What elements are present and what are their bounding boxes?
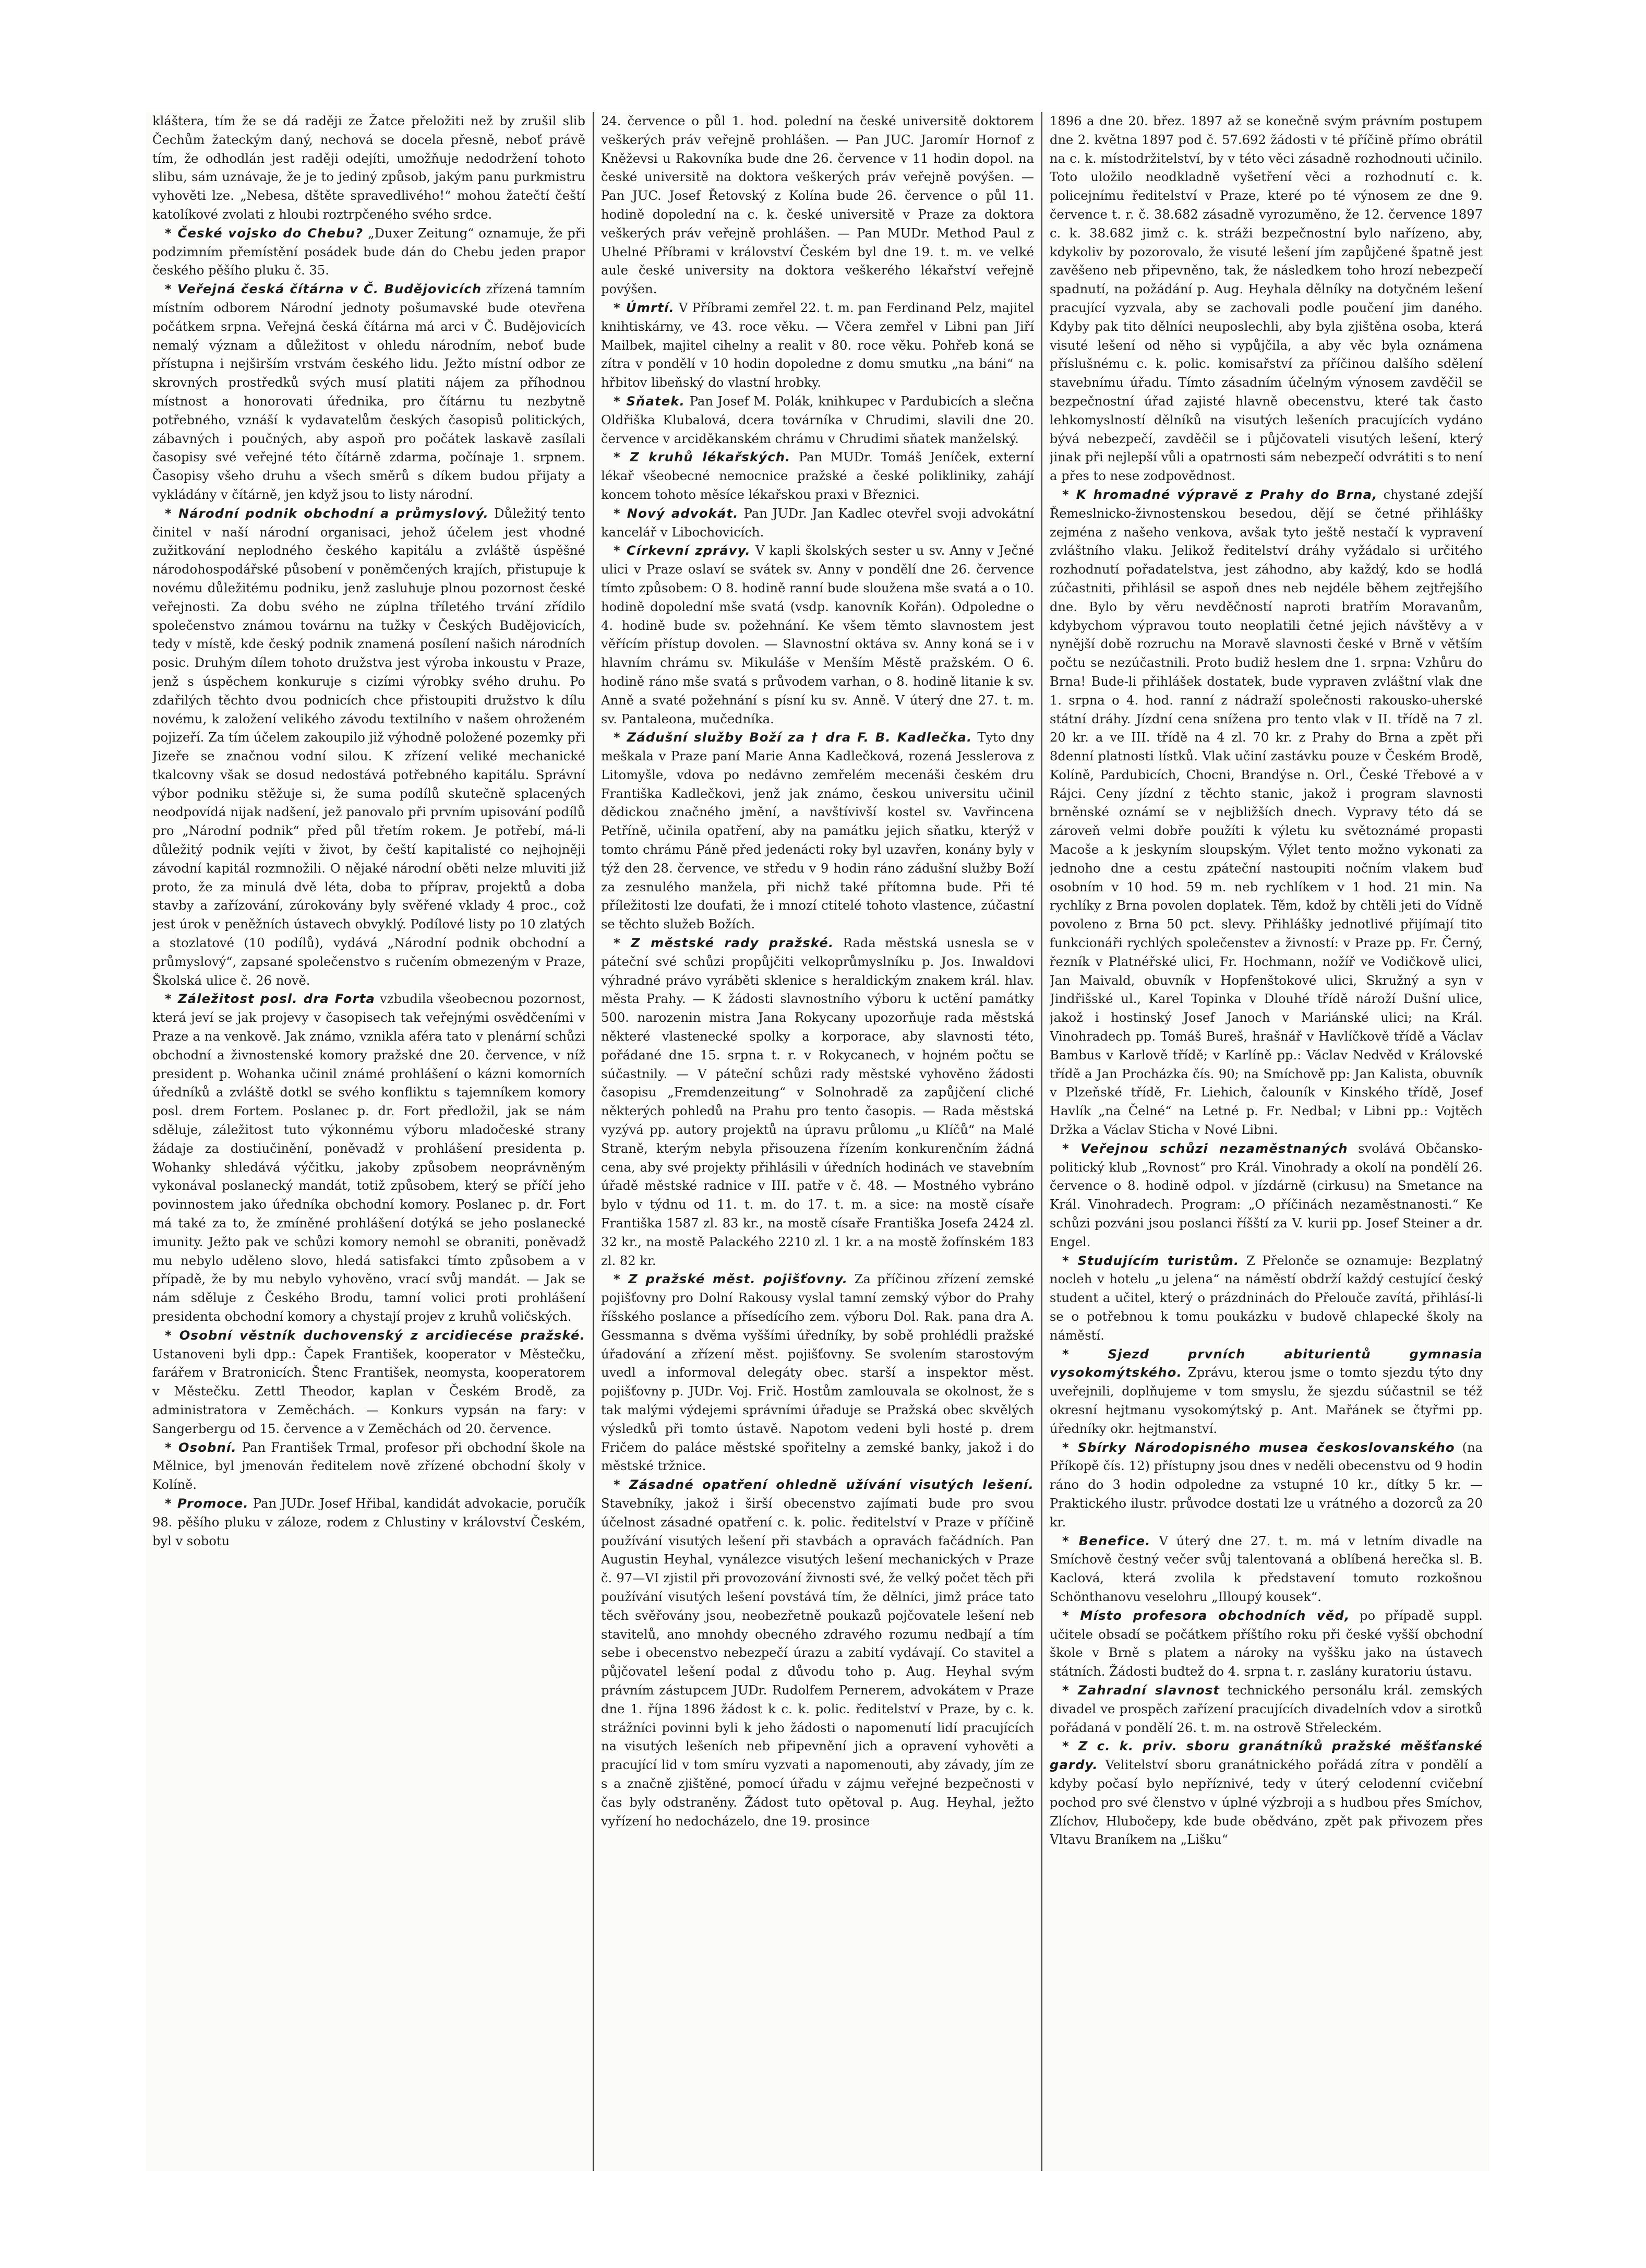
news-item [601, 112, 1034, 299]
news-headline: * Osobní věstník duchovenský z arcidiecése pražské. [165, 1328, 585, 1343]
news-item [1050, 1439, 1483, 1532]
news-text: zřízená tamním místním odborem Národní jednoty pošumavské bude otevřena počátkem srpna. Veřejná česká čítárna má arci v Č. Budějovicích nemalý význam a důležitost v ohledu národním, neboť bude přístupna i nejširším vrstvám českého lidu. Ježto místní odbor ze skrovných prostředků svých musí platiti nájem za příhodnou místnost a honorovati úřednika, pro čítárnu tu nezbytně potřebného, vznáší k vydavatelům českých časopisů politických, zábavných i poučných, aby aspoň pro počátek laskavě zasílali časopisy své veřejné této čítárně zdarma, počínaje 1. srpnem. Časopisy všeho druhu a všech směrů s díkem budou přijaty a vykládány v čítárně, jen když jsou to listy národní. [152, 282, 585, 502]
news-headline: * Národní podnik obchodní a průmyslový. [165, 506, 489, 521]
news-headline: * Zádušní služby Boží za † dra F. B. Kadlečka. [614, 730, 972, 745]
news-text: Důležitý tento činitel v naší národní organisaci, jehož účelem jest vhodné zužitkování neplodného českého kapitálu a zvláště úspěšné národohospodářské působení v poněmčených krajích, přistupuje k novému důležitému podniku, jenž zasluhuje plnou pozornost české veřejnosti. Za dobu svého ne zúplna tříletého trvání zřídilo společenstvo známou továrnu na tužky v Českých Budějovicích, tedy v místě, kde český podnik znamená posílení našich národních posic. Druhým dílem tohoto družstva jest výroba inkoustu v Praze, jenž s úspěchem konkuruje s cizími výrobky svého druhu. Po zdařilých těchto dvou podnicích chce přistoupiti družstvo k dílu novému, k založení velikého závodu textilního v našem ohroženém pojizeří. Za tím účelem zakoupilo již výhodně položené pozemky při Jizeře se značnou vodní silou. K zřízení veliké mechanické tkalcovny však se dosud nedostává potřebného kapitálu. Správní výbor podniku stěžuje si, že suma podílů skutečně splacených neodpovídá nijak nadšení, jež panovalo při prvním upisování podílů pro „Národní podnik“ před půl třetím rokem. Je potřebí, má-li důležitý podnik vejíti v život, by čeští kapitalisté co nejhojněji závodní kapitál rozmnožili. O nějaké národní oběti nelze mluviti již proto, že za minulá dvě léta, doba to příprav, projektů a doba stavby a zařízování, zúrokovány byly svěřené vklady 4 proc., což jest úrok v peněžních ústavech obvyklý. Podílové listy po 10 zlatých a stozlatové (10 podílů), vydává „Národní podnik obchodní a průmyslový“, zapsané společenstvo s ručením obmezeným v Praze, Školská ulice č. 26 nově. [152, 506, 585, 988]
news-item [152, 990, 585, 1326]
news-text: svolává Občansko-politický klub „Rovnost“ pro Král. Vinohrady a okolí na pondělí 26. července o 8. hodině odpol. v jízdárně (cirkusu) na Smetance na Král. Vinohradech. Program: „O příčinách nezaměstnanosti.“ Ke schůzi pozváni jsou poslanci říšští za V. kurii pp. Josef Steiner a dr. Engel. [1050, 1141, 1483, 1249]
news-text: Zprávu, kterou jsme o tomto sjezdu týto dny uveřejnili, doplňujeme v tom smyslu, že sjezdu súčastnil se též okresní hejtmanu vysokomýtský p. Ant. Mařánek se čtyřmi pp. úředníky okr. hejtmanství. [1050, 1365, 1483, 1436]
column-rule [593, 112, 594, 2171]
news-headline: * Benefice. [1062, 1533, 1151, 1548]
news-headline: * Zahradní slavnost [1062, 1682, 1220, 1698]
news-headline: * Z pražské měst. pojišťovny. [614, 1272, 848, 1287]
news-item [1050, 1607, 1483, 1681]
news-headline: * Záležitost posl. dra Forta [165, 992, 375, 1007]
news-text: Velitelství sboru granátnického pořádá zítra v pondělí a kdyby počasí bylo nepříznivé, tedy v úterý celodenní cvičební pochod pro své členstvo v úplné výzbroji a s hudbou přes Smíchov, Zlíchov, Hlubočepy, kde bude obědváno, zpět pak přivozem přes Vltavu Braníkem na „Lišku“ [1050, 1758, 1483, 1847]
news-text: Ustanoveni byli dpp.: Čapek František, kooperator v Městečku, farářem v Bratronicích. Štenc František, neomysta, kooperatorem v Městečku. Zettl Theodor, kaplan v Českém Brodě, za administratora v Zeměchách. — Konkurs vypsán na fary: v Sangerbergu od 15. července a v Zeměchách od 20. července. [152, 1346, 585, 1436]
news-headline: * Studujícím turistům. [1062, 1253, 1240, 1268]
news-item [1050, 1532, 1483, 1607]
news-item [152, 112, 585, 224]
news-text: Za příčinou zřízení zemské pojišťovny pro Dolní Rakousy vyslal tamní zemský výbor do Prahy říšského poslance a přísedícího zem. výboru Dol. Rak. pana dra A. Gessmanna s dvěma vyššími úředníky, by sobě prohlédli pražské úřadování a zřízení měst. pojišťovny. Se svolením starostovým uvedl a informoval delegáty obec. starší a inspektor měst. pojišťovny p. JUDr. Voj. Frič. Hostům zamlouvala se okolnost, že s tak malými výdejemi správními úřaduje se Pražská obec skvělých výsledků při tomto ústavě. Napotom vedeni byli hosté p. drem Fričem do paláce městské spořitelny a zemské banky, jakož i do městské tržnice. [601, 1272, 1034, 1474]
news-item [152, 1495, 585, 1550]
news-item [1050, 1737, 1483, 1849]
news-text: Pan František Trmal, profesor při obchodní škole na Mělnice, byl jmenován ředitelem nově zřízené obchodní školy v Kolíně. [152, 1440, 585, 1493]
column-2 [601, 112, 1034, 2171]
news-item [601, 934, 1034, 1270]
news-text: V kapli školských sester u sv. Anny v Ječné ulici v Praze oslaví se svátek sv. Anny v pondělí dne 26. července tímto způsobem: O 8. hodině ranní bude sloužena mše svatá a o 10. hodině dopolední mše svatá (vsdp. kanovník Kořán). Odpoledne o 4. hodině bude sv. požehnání. Ke všem těmto slavnostem jest věřícím přístup dovolen. — Slavnostní oktáva sv. Anny koná se i v hlavním chrámu sv. Mikuláše v Menším Městě pražském. O 6. hodině ráno mše svatá s průvodem varhan, o 8. hodině litanie k sv. Anně a svaté požehnání s písní ku sv. Anně. V úterý dne 27. t. m. sv. Pantaleona, mučedníka. [601, 543, 1034, 726]
news-text: „Duxer Zeitung“ oznamuje, že při podzimním přemístění posádek bude dán do Chebu jeden prapor českého pěšího pluku č. 35. [152, 225, 585, 278]
news-item [601, 505, 1034, 542]
news-headline: * Církevní zprávy. [614, 543, 751, 558]
news-item [152, 505, 585, 990]
news-text: technického personálu král. zemských divadel ve prospěch zařízení pracujících divadelních vdov a sirotků pořádaná v pondělí 26. t. m. na ostrově Střeleckém. [1050, 1682, 1483, 1735]
news-item [1050, 1252, 1483, 1345]
news-text: V Příbrami zemřel 22. t. m. pan Ferdinand Pelz, majitel knihtiskárny, ve 43. roce věku. — Včera zemřel v Libni pan Jiří Mailbek, majitel cihelny a realit v 80. roce věku. Pohřeb koná se zítra v pondělí v 10 hodin dopoledne z domu smutku „na báni“ na hřbitov libeňský do vlastní hrobky. [601, 300, 1034, 390]
news-headline: * Nový advokát. [614, 506, 739, 521]
news-item [1050, 112, 1483, 486]
news-text: 24. července o půl 1. hod. polední na české universitě doktorem veškerých práv veřejně prohlášen. — Pan JUC. Jaromír Hornof z Kněževsi u Rakovníka bude dne 26. července v 11 hodin dopol. na české universitě na doktora veškerých práv veřejně povýšen. — Pan JUC. Josef Řetovský z Kolína bude 26. července o půl 11. hodině dopolední na c. k. české universitě v Praze za doktora veškerých práv veřejně prohlášen. — Pan MUDr. Method Paul z Uhelné Příbrami v království Českém byl dne 19. t. m. ve velké aule české university na doktora veškerého lékařství veřejně povýšen. [601, 114, 1034, 297]
news-headline: * Sbírky Národopisného musea českoslovanského [1062, 1440, 1455, 1455]
news-headline: * Místo profesora obchodních věd, [1062, 1608, 1350, 1623]
news-text: Tyto dny meškala v Praze paní Marie Anna Kadlečková, rozená Jesslerova z Litomyšle, vdova po nedávno zemřelém mecenáši českém dru Františka Kadlečkovi, jenž jak známo, českou universitu učinil dědickou značného jmění, a navštívivší kostel sv. Vavřincena Petříně, učinila opatření, aby na památku jejich sňatku, kterýž v tomto chrámu Páně před jedenácti roky byl uzavřen, konány byly v týž den 28. července, ve středu v 9 hodin ráno zádušní služby Boží za zesnulého manžela, při nichž také přítomna bude. Při té příležitosti lze doufati, že i mnozí ctitelé tohoto vlastence, zúčastní se těchto služeb Božích. [601, 730, 1034, 932]
news-item [601, 1476, 1034, 1831]
news-text: Rada městská usnesla se v páteční své schůzi propůjčiti velkoprůmyslníku p. Jos. Inwaldovi výhradné právo vyráběti sklenice s heraldickým znakem král. hlav. města Prahy. — K žádosti slavnostního výboru k uctění památky 500. narozenin mistra Jana Rokycany upozorňuje rada městská některé vlastenecké spolky a korporace, aby slavnosti této, pořádané dne 15. srpna t. r. v Rokycanech, v hojném počtu se súčastnily. — V páteční schůzi rady městské vyhověno žádosti časopisu „Fremdenzeitung“ v Solnohradě za zapůjčení cliché některých pohledů na Prahu pro tento časopis. — Rada městská vyzývá pp. autory projektů na úpravu průlomu „u Klíčů“ na Malé Straně, kterým nebyla přisouzena řízením konkurenčním žádná cena, aby své projekty přihlásili v úředních hodinách ve stavebním úřadě městské radnice v III. patře v č. 48. — Mostného vybráno bylo v týdnu od 11. t. m. do 17. t. m. a sice: na mostě císaře Františka 1587 zl. 83 kr., na mostě císaře Františka Josefa 2424 zl. 32 kr., na mostě Palackého 2210 zl. 1 kr. a na mostě žofínském 183 zl. 82 kr. [601, 936, 1034, 1268]
news-headline: * Sňatek. [614, 393, 686, 409]
news-headline: * Zásadné opatření ohledně užívání visutých lešení. [614, 1477, 1034, 1493]
news-item [601, 392, 1034, 448]
news-item [1050, 1140, 1483, 1252]
news-item [1050, 1345, 1483, 1439]
news-headline: * Z městské rady pražské. [614, 936, 834, 951]
news-headline: * Z c. k. priv. sboru granátníků pražské měšťanské gardy. [1050, 1739, 1483, 1773]
news-item [601, 729, 1034, 934]
column-rule [1041, 112, 1042, 2171]
news-text: po případě suppl. učitele obsadí se počátkem příštího roku při české vyšší obchodní škole v Brně s platem a nároky na vyššku jako na ústavech státních. Žádosti budtež do 4. srpna t. r. zaslány kuratoriu ústavu. [1050, 1608, 1483, 1679]
news-text: Pan JUDr. Josef Hřibal, kandidát advokacie, poručík 98. pěšího pluku v záloze, rodem z Chlustiny v království Českém, byl v sobotu [152, 1496, 585, 1548]
news-text: Pan MUDr. Tomáš Jeníček, externí lékař všeobecné nemocnice pražské a české polikliniky, zahájí koncem tohoto měsíce lékařskou praxi v Březnici. [601, 450, 1034, 502]
news-item [1050, 1681, 1483, 1737]
news-headline: * K hromadné výpravě z Prahy do Brna, [1062, 487, 1378, 502]
news-item [152, 224, 585, 280]
news-headline: * Osobní. [165, 1440, 237, 1455]
news-item [152, 1327, 585, 1439]
news-headline: * Úmrtí. [614, 300, 675, 315]
news-text: Stavebníky, jakož i širší obecenstvo zajímati bude pro svou účelnost zásadné opatření c. k. polic. ředitelství v Praze v příčině používání visutých lešení při stavbách a opravách fačádních. Pan Augustin Heyhal, vynálezce visutých lešení mechanických v Praze č. 97—VI zjistil při provozování živnosti své, že velký počet těch při používání visutých lešení povstává tím, že dělníci, jimž práce tato těch svěřovány jsou, neobezřetně poukazů pojčovatele lešení neb stavitelů, ano mnohdy obecného zdravého rozumu nedbají a tím sebe i obecenstvo nebezpečí úrazu a zabití vydávají. Co stavitel a půjčovatel lešení podal z důvodu toho p. Aug. Heyhal svým právním zástupcem JUDr. Rudolfem Pernerem, advokátem v Praze dne 1. října 1896 žádost k c. k. polic. ředitelství v Praze, by c. k. strážníci povinni byli k jeho žádosti o napomenutí lidí pracujících na visutých lešeních neb připevnění jich a opravení vyhověti a pracující lid v tom smíru vyzvati a napomenouti, aby závady, jím ze s a značně zjištěné, pomocí úřadu v zájmu veřejné bezpečnosti v čas byly odstraněny. Žádost tuto opětoval p. Aug. Heyhal, ježto vyřízení ho nedocházelo, dne 19. prosince [601, 1496, 1034, 1829]
news-item [152, 280, 585, 505]
news-item [601, 1270, 1034, 1476]
news-text: V úterý dne 27. t. m. má v letním divadle na Smíchově čestný večer svůj talentovaná a oblíbená herečka sl. B. Kaclová, která zvolila k představení tomuto rozkošnou Schönthanovu veselohru „Illoupý kousek“. [1050, 1533, 1483, 1604]
news-headline: * Promoce. [165, 1496, 249, 1511]
news-item [152, 1439, 585, 1495]
news-headline: * Veřejnou schůzi nezaměstnaných [1062, 1141, 1348, 1156]
news-text: kláštera, tím že se dá raději ze Žatce přeložiti než by zrušil slib Čechům žateckým daný, nechová se docela přesně, neboť právě tím, že odhodlán jest raději odejíti, umožňuje nedodržení tohoto slibu, sám uznávaje, že je to jediný způsob, jakým panu purkmistru vyhověti lze. „Nebesa, dštěte spravedlivého!“ mohou žatečtí čeští katolíkové zvolati z hloubi roztrpčeného svého srdce. [152, 114, 585, 222]
news-text: Z Přelonče se oznamuje: Bezplatný nocleh v hotelu „u jelena“ na náměstí obdrží každý cestující český student a učitel, který o prázdninách do Přelouče zavítá, přihlásí-li se o potřebnou k tomu poukázku v budově chlapecké školy na náměstí. [1050, 1253, 1483, 1343]
news-headline: * Z kruhů lékařských. [614, 450, 791, 465]
newspaper-page [146, 112, 1489, 2171]
news-item [1050, 486, 1483, 1140]
news-item [601, 448, 1034, 504]
news-headline: * České vojsko do Chebu? [165, 225, 364, 241]
news-item [601, 542, 1034, 729]
news-item [601, 299, 1034, 392]
news-text: vzbudila všeobecnou pozornost, která jeví se jak projevy v časopisech tak veřejnými osvědčeními v Praze a na venkově. Jak známo, vznikla aféra tato v plenární schůzi obchodní a živnostenské komory pražské dne 20. července, v níž president p. Wohanka učinil známé prohlášení o kázni komorních úředníků a zvláště dotkl se svého konfliktu s tajemníkem komory posl. drem Fortem. Poslanec p. dr. Fort předložil, jak se nám sděluje, záležitost tuto výkonnému výboru mladočeské strany žádaje za dostiučinění, poněvadž v prohlášení presidenta p. Wohanky shledává výčitku, jakoby způsobem neoprávněným vykonával poslanecký mandát, totiž způsobem, který se příčí jeho povinnostem jako úředníka obchodní komory. Poslanec p. dr. Fort má také za to, že zmíněné prohlášení dotýká se jeho poslanecké imunity. Ježto pak ve schůzi komory nemohl se obraniti, poněvadž mu nebylo uděleno slovo, hledá satisfakci tímto způsobem a v případě, že by mu nebylo vyhověno, vrací svůj mandát. — Jak se nám sděluje z Českého Brodu, tamní volici proti prohlášení presidenta obchodní komory a chystají projev z kruhů voličských. [152, 992, 585, 1324]
news-headline: * Sjezd prvních abiturientů gymnasia vysokomýtského. [1050, 1346, 1483, 1380]
news-text: chystané zdejší Řemeslnicko-živnostenskou besedou, dějí se četné přihlášky zejména z našeho venkova, avšak tyto ještě nestačí k vypravení zvláštního vlaku. Jelikož ředitelství dráhy vyžádalo si určitého rozhodnutí pořadatelstva, jest záhodno, aby každý, kdo se hodlá zúčastniti, přihlásil se aspoň dnes neb nejdéle během zejtřejšího dne. Bylo by věru nevděčností naproti bratřím Moravanům, kdybychom výpravou touto neoplatili četné jejich návštěvy a v nynější době rozruchu na Moravě slavnosti české v Brně v větším počtu se nezúčastnili. Proto budiž heslem dne 1. srpna: Vzhůru do Brna! Bude-li přihlášek dostatek, bude vypraven zvláštní vlak dne 1. srpna o 4. hod. ranní z nádraží společnosti rakousko-uherské státní dráhy. Jízdní cena snížena pro tento vlak v II. třídě na 7 zl. 20 kr. a ve III. třídě na 4 zl. 70 kr. z Prahy do Brna a zpět při 8denní platnosti lístků. Vlak učiní zastávku pouze v Českém Brodě, Kolíně, Pardubicích, Chocni, Brandýse n. Orl., České Třebové a v Rájci. Ceny jízdní z těchto stanic, jakož i program slavnosti brněnské oznámí se v nejbližších dnech. Vypravy této dá se zároveň velmi dobře použíti k výletu ku světoznámé propasti Macoše a k jeskyním sloupským. Výlet tento možno vykonati za jednoho dne a cestu zpáteční nastoupiti nočním vlakem buď osobním v 10 hod. 59 m. neb rychlíkem v 1 hod. 21 min. Na rychlíky z Brna povolen doplatek. Těm, kdož by chtěli jeti do Vídně povoleno z Brna 50 pct. slevy. Přihlášky jednotlivé přijímají tito funkcionáři rychlých společenstev a živností: v Praze pp. Fr. Černý, řezník v Platnéřské ulici, Fr. Hochmann, nožíř ve Vodičkově ulici, Jan Maivald, obuvník v Hopfenštokové ulici, Skružný a syn v Jindřišské ul., Karel Topinka v Dlouhé třídě nároží Dušní ulice, jakož i hostinský Josef Janoch v Mariánské ulici; na Král. Vinohradech pp. Tomáš Bureš, hrašnář v Havlíčkově třídě a Václav Bambus v Karlově třídě; v Karlíně pp.: Václav Nedvěd v Královské třídě a Jan Procházka čís. 90; na Smíchově pp: Jan Kalista, obuvník v Plzeňské třídě, Fr. Liehich, čalouník v Kinského třídě, Josef Havlík „na Čelné“ na Letné p. Fr. Nedbal; v Libni pp.: Vojtěch Držka a Václav Sticha v Nové Libni. [1050, 487, 1483, 1138]
news-headline: * Veřejná česká čítárna v Č. Budějovicích [165, 282, 482, 297]
column-3 [1050, 112, 1483, 2171]
column-1 [152, 112, 585, 2171]
news-text: Pan JUDr. Jan Kadlec otevřel svoji advokátní kancelář v Libochovicích. [601, 506, 1034, 540]
news-text: 1896 a dne 20. břez. 1897 až se konečně svým právním postupem dne 2. května 1897 pod č. 57.692 žádosti v té příčině přímo obrátil na c. k. místodržitelství, by v této věci zásadně rozhodnouti učinilo. Toto uložilo neodkladně vyšetření věci a rozhodnutí c. k. policejnímu ředitelství v Praze, které po té výnosem ze dne 9. července t. r. č. 38.682 zásadně vyrozuměno, že 12. července 1897 c. k. 38.682 jimž c. k. stráži bezpečnostní bylo nařízeno, aby, kdykoliv by pozorovalo, že visuté lešení jím zapůjčené špatně jest zavěšeno neb připevněno, tak, že následkem toho hrozí nebezpečí spadnutí, na požádání p. Aug. Heyhala dělníky na dotyčném lešení pracující vyzvala, aby se zachovali podle poučení jim daného. Kdyby pak tito dělníci neuposlechli, aby byla zjištěna osoba, která visuté lešení od něho si vypůjčila, a aby věc byla oznámena příslušnému c. k. polic. komisařství za příčinou dalšího sdělení stavebnímu úřadu. Tímto zásadním účelným výnosem zavděčil se bezpečnostní úřad zajisté hlavně obecenstvu, které tak často lehkomyslností dělníků na visutých lešeních pracujících vydáno bývá nebezpečí, zavděčil se i půjčovateli visutých lešení, který jinak při nejlepší vůli a opatrnosti sám nebezpečí odvrátiti s to není a přes to nese zodpovědnost. [1050, 114, 1483, 484]
news-text: (na Příkopě čís. 12) přístupny jsou dnes v neděli obecenstvu od 9 hodin ráno do 3 hodin odpoledne za vstupné 10 kr., dítky 5 kr. — Praktického ilustr. průvodce dostati lze u vrátného a dozorců za 20 kr. [1050, 1440, 1483, 1530]
news-text: Pan Josef M. Polák, knihkupec v Pardubicích a slečna Oldřiška Klubalová, dcera továrníka v Chrudimi, slavili dne 20. července v arciděkanském chrámu v Chrudimi sňatek manželský. [601, 393, 1034, 446]
